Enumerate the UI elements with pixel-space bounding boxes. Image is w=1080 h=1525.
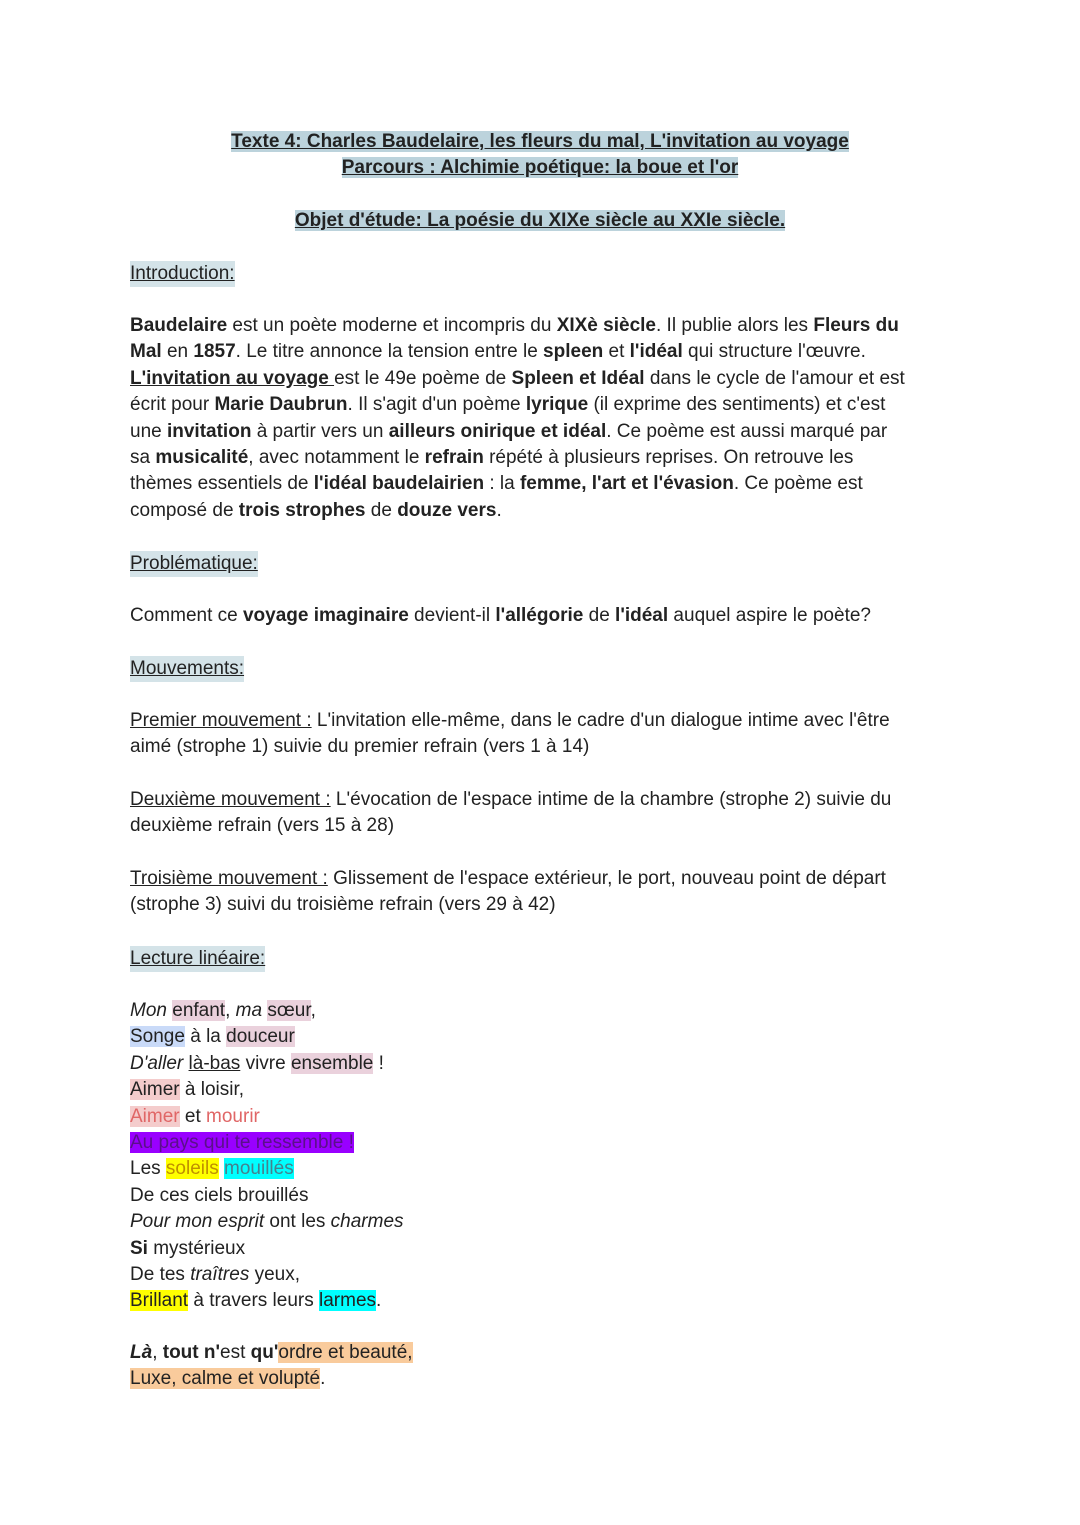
poem-strophe-1 [130, 998, 404, 1315]
text-span: est le 49e poème de [334, 367, 512, 389]
text-span: soleils [165, 1158, 219, 1180]
text-span: trois strophes [238, 499, 366, 521]
text-span: , [152, 1342, 163, 1363]
text-line [130, 866, 960, 892]
title-line-1: Texte 4: Charles Baudelaire, les fleurs du mal, L'invitation au voyage [231, 131, 849, 152]
text-span: composé de [130, 499, 239, 521]
text-span: (il exprime des sentiments) et c'est [588, 394, 886, 416]
text-span: Premier mouvement : [130, 710, 312, 731]
text-span: refrain [424, 447, 484, 469]
text-span: . Ce poème est [733, 473, 863, 495]
text-span: Mon [130, 1000, 167, 1021]
text-span: . [320, 1368, 326, 1390]
text-span: . Il publie alors les [655, 315, 814, 336]
text-span: invitation [166, 420, 252, 442]
text-span: douceur [226, 1026, 295, 1048]
text-span: , [310, 1000, 316, 1021]
text-line [130, 1051, 404, 1077]
text-span: lyrique [525, 394, 589, 416]
text-span: . Il s'agit d'un poème [347, 394, 526, 416]
text-line [130, 998, 404, 1024]
text-line [130, 603, 960, 629]
text-span: est [220, 1342, 251, 1363]
text-span: ! [373, 1052, 384, 1074]
text-span: mystérieux [147, 1237, 246, 1259]
text-span: L'invitation au voyage [130, 367, 335, 389]
text-span: n' [203, 1342, 221, 1363]
introduction-heading: Introduction: [130, 261, 235, 287]
text-span: de [583, 605, 616, 626]
text-span: l'allégorie [495, 605, 584, 626]
text-line [130, 1288, 404, 1314]
text-span: à loisir, [179, 1079, 245, 1101]
text-line [130, 366, 960, 392]
text-line [130, 1262, 404, 1288]
text-span: . Le titre annonce la tension entre le [235, 341, 544, 363]
text-line [130, 1077, 404, 1103]
text-line [130, 339, 960, 365]
text-span: Marie Daubrun [214, 394, 348, 416]
text-span: dans le cycle de l'amour et est [644, 367, 905, 389]
problematique-heading: Problématique: [130, 551, 258, 577]
text-line [130, 1209, 404, 1235]
text-span: Au pays qui te ressemble ! [130, 1132, 354, 1154]
text-span: . Ce poème est aussi marqué par [606, 420, 888, 442]
text-span: en [161, 341, 194, 363]
text-span: est un poète moderne et incompris du [227, 315, 557, 336]
text-span: Les [130, 1158, 166, 1180]
text-span: Brillant [130, 1290, 189, 1312]
text-span: thèmes essentiels de [130, 473, 314, 495]
text-span: , [225, 1000, 236, 1021]
text-span: répété à plusieurs reprises. On retrouve les [483, 447, 854, 469]
text-line [130, 419, 960, 445]
text-span: L'évocation de l'espace intime de la chambre (strophe 2) suivie du [330, 789, 892, 810]
text-line [130, 1130, 404, 1156]
text-line [130, 313, 960, 339]
text-line [130, 1340, 413, 1366]
text-line [130, 708, 960, 734]
text-line [130, 498, 960, 524]
text-span: aimé (strophe 1) suivie du premier refrain (vers 1 à 14) [130, 736, 590, 758]
text-line [130, 471, 960, 497]
text-span: de [365, 499, 398, 521]
text-span: qui structure l'œuvre. [682, 341, 866, 363]
text-span: femme, l'art et l'évasion [519, 473, 734, 495]
text-span: traîtres [190, 1264, 250, 1286]
text-span: ma [235, 1000, 263, 1021]
text-span: . [496, 499, 502, 521]
text-span: tout [162, 1342, 199, 1363]
text-span: Si [130, 1237, 148, 1259]
text-span: écrit pour [130, 394, 215, 416]
text-span: yeux, [249, 1264, 301, 1286]
text-span: Comment ce [130, 605, 243, 626]
text-line [130, 392, 960, 418]
text-span: et [179, 1105, 207, 1127]
text-span: mouillés [224, 1158, 294, 1180]
poem-refrain [130, 1340, 413, 1393]
text-span: : la [484, 473, 520, 495]
text-span: D'aller [130, 1052, 184, 1074]
text-span: une [130, 420, 167, 442]
text-span: vivre [240, 1052, 291, 1074]
text-span: Songe [130, 1026, 185, 1048]
text-span: à travers leurs [188, 1290, 320, 1312]
text-span: Pour mon esprit [130, 1211, 265, 1233]
text-span: l'idéal baudelairien [313, 473, 485, 495]
text-span: voyage imaginaire [242, 605, 409, 626]
text-line [130, 1104, 404, 1130]
text-span: Spleen et Idéal [511, 367, 645, 389]
text-span: Là [130, 1342, 153, 1363]
mouvements-heading: Mouvements: [130, 656, 244, 682]
object-of-study: Objet d'étude: La poésie du XIXe siècle au XXIe siècle. [294, 210, 786, 231]
text-span: ordre et beauté, [278, 1342, 413, 1363]
mouvement-3 [130, 866, 960, 919]
lecture-heading: Lecture linéaire: [130, 946, 265, 972]
text-span: XIXè siècle [556, 315, 656, 336]
text-span: enfant [172, 1000, 226, 1021]
text-span: l'idéal [615, 605, 669, 626]
text-line [130, 1156, 404, 1182]
text-line [130, 445, 960, 471]
text-span: ailleurs onirique et idéal [388, 420, 607, 442]
text-span: Fleurs du [813, 315, 899, 336]
text-span: ont les [264, 1211, 331, 1233]
text-span: De ces ciels brouillés [130, 1184, 309, 1206]
text-span: Baudelaire [130, 315, 228, 336]
text-line [130, 1024, 404, 1050]
text-span: De tes [130, 1264, 191, 1286]
text-span: , avec notamment le [248, 447, 425, 469]
text-span: Glissement de l'espace extérieur, le port, nouveau point de départ [327, 868, 886, 889]
text-line [130, 734, 960, 760]
text-span: L'invitation elle-même, dans le cadre d'un dialogue intime avec l'être [311, 710, 890, 731]
text-span: deuxième refrain (vers 15 à 28) [130, 815, 395, 837]
text-span: Luxe, calme et volupté [130, 1368, 321, 1390]
mouvement-2 [130, 787, 960, 840]
text-line [130, 813, 960, 839]
text-span: 1857 [193, 341, 236, 363]
mouvement-1 [130, 708, 960, 761]
text-span: Deuxième mouvement : [130, 789, 331, 810]
text-span: l'idéal [629, 341, 683, 363]
introduction-paragraph [130, 313, 960, 524]
text-span: douze vers [397, 499, 497, 521]
text-line [130, 1366, 413, 1392]
title-line-2: Parcours : Alchimie poétique: la boue et l'or [341, 157, 739, 178]
text-span: sœur [267, 1000, 311, 1021]
text-span: mourir [206, 1105, 260, 1127]
text-span: larmes [319, 1290, 377, 1312]
text-span: spleen [543, 341, 604, 363]
text-span: musicalité [155, 447, 249, 469]
text-span: charmes [330, 1211, 404, 1233]
text-span: et [603, 341, 630, 363]
text-span: à la [184, 1026, 227, 1048]
text-span: auquel aspire le poète? [668, 605, 871, 626]
text-span: à partir vers un [251, 420, 389, 442]
text-line [130, 1183, 404, 1209]
text-span: Aimer [130, 1105, 180, 1127]
text-line [130, 892, 960, 918]
text-line [130, 787, 960, 813]
text-span: (strophe 3) suivi du troisième refrain (vers 29 à 42) [130, 894, 556, 916]
text-line [130, 1236, 404, 1262]
text-span: Mal [130, 341, 162, 363]
text-span: qu' [250, 1342, 279, 1363]
problematique-paragraph [130, 603, 960, 629]
text-span: Aimer [130, 1079, 180, 1101]
text-span: sa [130, 447, 156, 469]
text-span: Troisième mouvement : [130, 868, 328, 889]
text-span: . [376, 1290, 382, 1312]
text-span: devient-il [408, 605, 496, 626]
text-span: ensemble [290, 1052, 374, 1074]
text-span: là-bas [188, 1052, 241, 1074]
